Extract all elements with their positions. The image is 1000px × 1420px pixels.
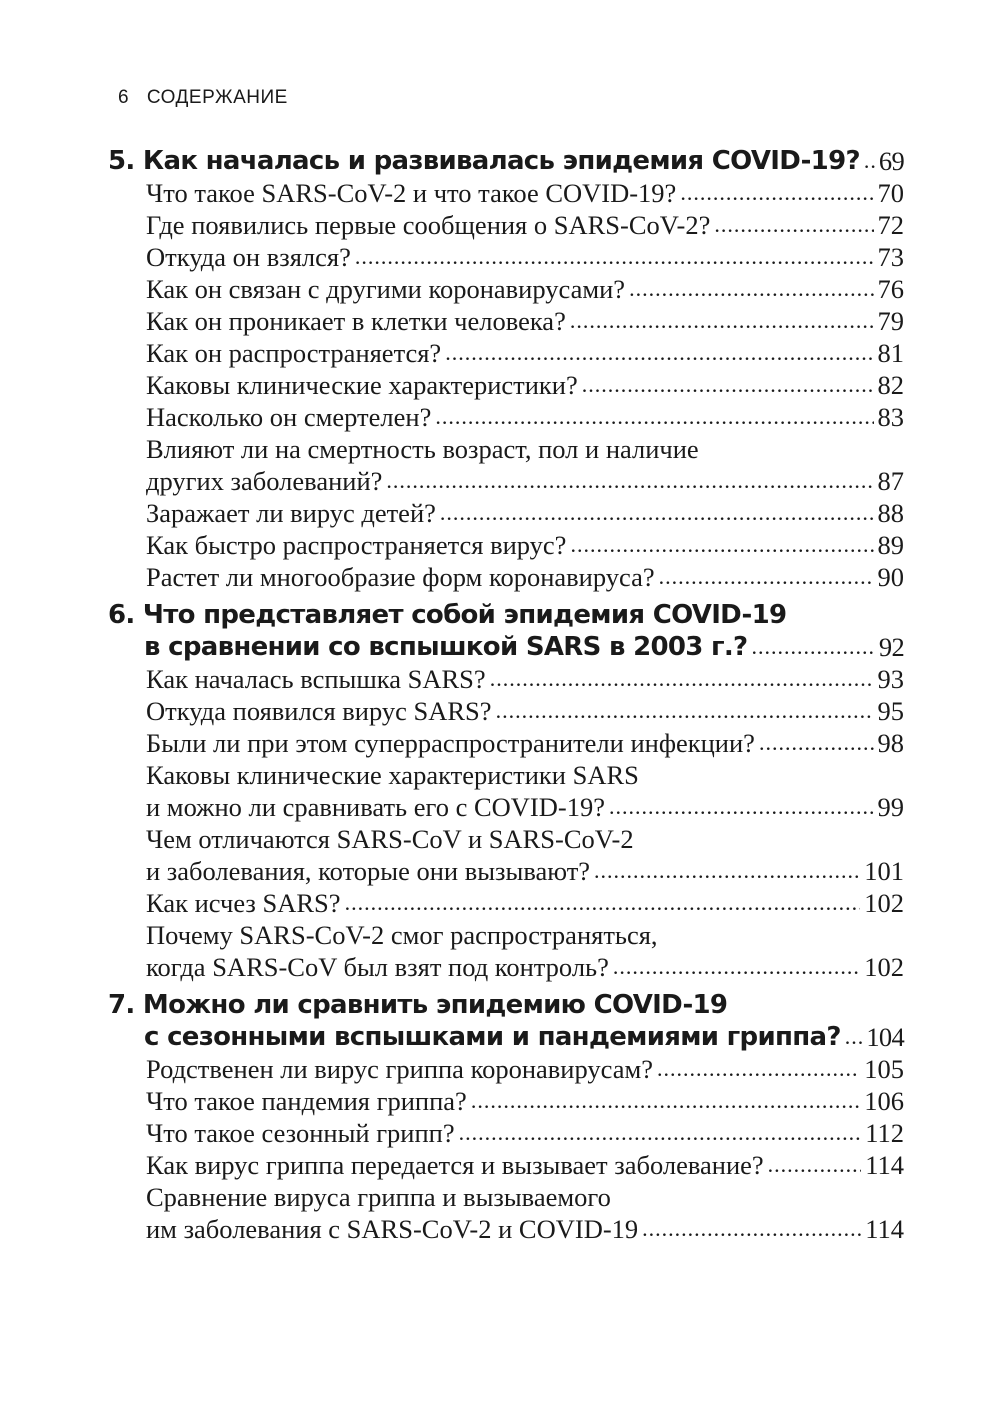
toc-entry[interactable] <box>108 177 904 209</box>
toc-entry-multiline[interactable] <box>108 433 904 497</box>
entry-title-line2: и заболевания, которые они вызывают? <box>146 856 591 886</box>
toc-entry-multiline[interactable] <box>108 1181 904 1245</box>
chapter-title: 5. Как началась и развивалась эпидемия COVID-19? <box>108 146 860 176</box>
toc-entry[interactable] <box>108 1085 904 1117</box>
dot-leader <box>440 497 874 529</box>
toc-entry[interactable] <box>108 337 904 369</box>
entry-title: Что такое пандемия гриппа? <box>146 1086 467 1116</box>
table-of-contents <box>108 145 904 1245</box>
entry-title: Как он связан с другими коронавирусами? <box>146 274 626 304</box>
entry-page: 112 <box>865 1118 904 1148</box>
entry-title: Как быстро распространяется вирус? <box>146 530 567 560</box>
dot-leader <box>471 1085 860 1117</box>
entry-title: Как вирус гриппа передается и вызывает заболевание? <box>146 1150 764 1180</box>
dot-leader <box>751 631 874 663</box>
entry-page: 87 <box>877 466 904 496</box>
entry-page: 83 <box>877 402 904 432</box>
entry-title-line1: Сравнение вируса гриппа и вызываемого <box>146 1182 611 1212</box>
entry-title: Как исчез SARS? <box>146 888 341 918</box>
entry-title: Каковы клинические характеристики? <box>146 370 578 400</box>
entry-page: 93 <box>877 664 904 694</box>
toc-entry[interactable] <box>108 305 904 337</box>
chapter-title-line1: 7. Можно ли сравнить эпидемию COVID-19 <box>108 990 728 1020</box>
entry-title: Откуда он взялся? <box>146 242 351 272</box>
dot-leader <box>582 369 874 401</box>
entry-title: Были ли при этом суперраспространители инфекции? <box>146 728 755 758</box>
dot-leader <box>768 1149 862 1181</box>
running-head <box>118 87 288 109</box>
toc-entry[interactable] <box>108 209 904 241</box>
toc-entry[interactable] <box>108 497 904 529</box>
entry-page: 102 <box>864 888 904 918</box>
entry-page: 88 <box>877 498 904 528</box>
chapter-page: 69 <box>878 146 904 176</box>
toc-entry[interactable] <box>108 369 904 401</box>
entry-title: Что такое сезонный грипп? <box>146 1118 455 1148</box>
toc-entry[interactable] <box>108 1053 904 1085</box>
entry-title: Родственен ли вирус гриппа коронавирусам? <box>146 1054 654 1084</box>
dot-leader <box>613 951 860 983</box>
page-number: 6 <box>118 87 130 108</box>
dot-leader <box>609 791 874 823</box>
dot-leader <box>435 401 873 433</box>
dot-leader <box>570 529 873 561</box>
dot-leader <box>345 887 861 919</box>
toc-entry-multiline[interactable] <box>108 823 904 887</box>
entry-page: 114 <box>865 1150 904 1180</box>
dot-leader <box>657 1053 860 1085</box>
dot-leader <box>714 209 873 241</box>
entry-page: 105 <box>864 1054 904 1084</box>
entry-title: Насколько он смертелен? <box>146 402 432 432</box>
toc-entry[interactable] <box>108 1149 904 1181</box>
dot-leader <box>570 305 874 337</box>
toc-entry[interactable] <box>108 695 904 727</box>
entry-title: Как началась вспышка SARS? <box>146 664 486 694</box>
entry-title: Откуда появился вирус SARS? <box>146 696 492 726</box>
dot-leader <box>594 855 860 887</box>
dot-leader <box>496 695 874 727</box>
chapter-page: 92 <box>878 632 904 662</box>
toc-entry-multiline[interactable] <box>108 759 904 823</box>
entry-page: 79 <box>877 306 904 336</box>
entry-title-line1: Каковы клинические характеристики SARS <box>146 760 639 790</box>
entry-title: Как он распространяется? <box>146 338 442 368</box>
dot-leader <box>459 1117 862 1149</box>
chapter-title-line1: 6. Что представляет собой эпидемия COVID-19 <box>108 600 787 630</box>
entry-page: 81 <box>877 338 904 368</box>
entry-title-line1: Чем отличаются SARS-CoV и SARS-CoV-2 <box>146 824 634 854</box>
running-head-title: СОДЕРЖАНИЕ <box>146 87 288 108</box>
entry-page: 82 <box>877 370 904 400</box>
entry-page: 114 <box>865 1214 904 1244</box>
entry-title-line1: Почему SARS-CoV-2 смог распространяться, <box>146 920 658 950</box>
entry-page: 76 <box>877 274 904 304</box>
toc-entry-multiline[interactable] <box>108 919 904 983</box>
chapter-title-line2: с сезонными вспышками и пандемиями гриппа? <box>144 1022 841 1052</box>
entry-page: 72 <box>877 210 904 240</box>
toc-entry[interactable] <box>108 663 904 695</box>
dot-leader <box>680 177 873 209</box>
entry-title: Растет ли многообразие форм коронавируса? <box>146 562 655 592</box>
dot-leader <box>642 1213 861 1245</box>
entry-page: 90 <box>877 562 904 592</box>
dot-leader <box>355 241 874 273</box>
toc-entry[interactable] <box>108 887 904 919</box>
entry-page: 95 <box>877 696 904 726</box>
entry-page: 70 <box>877 178 904 208</box>
toc-chapter-7[interactable] <box>108 989 904 1053</box>
dot-leader <box>759 727 874 759</box>
toc-chapter-6[interactable] <box>108 599 904 663</box>
entry-page: 89 <box>877 530 904 560</box>
entry-title-line1: Влияют ли на смертность возраст, пол и наличие <box>146 434 699 464</box>
entry-title: Что такое SARS-CoV-2 и что такое COVID-19? <box>146 178 677 208</box>
toc-entry[interactable] <box>108 1117 904 1149</box>
entry-title: Где появились первые сообщения о SARS-CoV-2? <box>146 210 711 240</box>
toc-entry[interactable] <box>108 273 904 305</box>
toc-entry[interactable] <box>108 561 904 593</box>
entry-title-line2: других заболеваний? <box>146 466 383 496</box>
dot-leader <box>490 663 874 695</box>
dot-leader <box>445 337 873 369</box>
entry-title: Как он проникает в клетки человека? <box>146 306 566 336</box>
chapter-page: 104 <box>866 1022 904 1052</box>
entry-page: 73 <box>877 242 904 272</box>
toc-entry[interactable] <box>108 241 904 273</box>
dot-leader <box>845 1021 863 1053</box>
entry-page: 101 <box>864 856 904 886</box>
toc-entry[interactable] <box>108 529 904 561</box>
toc-entry[interactable] <box>108 401 904 433</box>
entry-page: 102 <box>864 952 904 982</box>
entry-page: 98 <box>877 728 904 758</box>
entry-title-line2: и можно ли сравнивать его с COVID-19? <box>146 792 605 822</box>
dot-leader <box>864 145 875 177</box>
dot-leader <box>629 273 873 305</box>
chapter-title-line2: в сравнении со вспышкой SARS в 2003 г.? <box>144 632 748 662</box>
entry-title-line2: им заболевания с SARS-CoV-2 и COVID-19 <box>146 1214 639 1244</box>
dot-leader <box>659 561 874 593</box>
entry-page: 106 <box>864 1086 904 1116</box>
entry-title: Заражает ли вирус детей? <box>146 498 436 528</box>
toc-chapter-5[interactable] <box>108 145 904 177</box>
toc-entry[interactable] <box>108 727 904 759</box>
entry-page: 99 <box>877 792 904 822</box>
entry-title-line2: когда SARS-CoV был взят под контроль? <box>146 952 609 982</box>
dot-leader <box>386 465 873 497</box>
